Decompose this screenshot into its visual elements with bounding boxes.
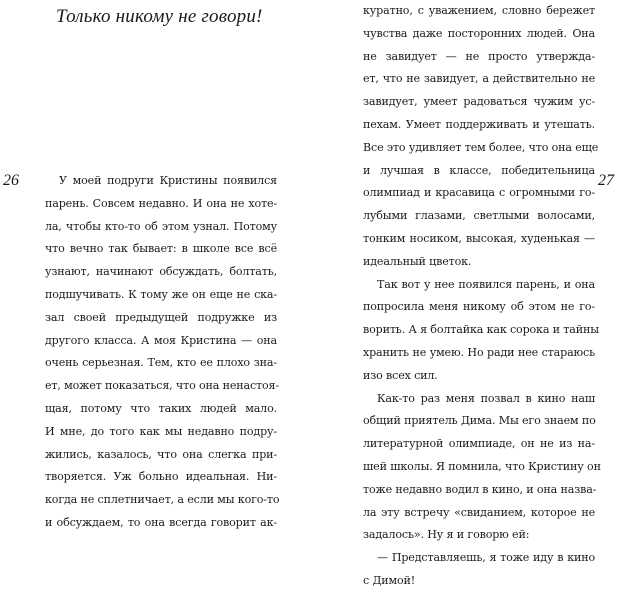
text-line: хранить не умею. Но ради нее стараюсь (363, 345, 595, 359)
text-line: литературной олимпиаде, он не из на- (363, 437, 595, 451)
text-line: И мне, до того как мы недавно подру- (45, 424, 277, 438)
text-line: — Представляешь, я тоже иду в кино (377, 551, 595, 565)
text-line: что вечно так бывает: в школе все всё (45, 242, 277, 256)
text-line: подшучивать. К тому же он еще не ска- (45, 287, 277, 301)
text-line: ворить. А я болтайка как сорока и тайны (363, 323, 599, 337)
left-page-text (45, 170, 280, 535)
text-line: парень. Совсем недавно. И она не хоте- (45, 196, 277, 210)
text-line: лубыми глазами, светлыми волосами, (363, 209, 595, 223)
text-line: идеальный цветок. (363, 254, 472, 268)
text-line: пехам. Умеет поддерживать и утешать. (363, 117, 595, 131)
text-line: ет, что не завидует, а действительно не (363, 72, 595, 86)
text-line: ла эту встречу «свиданием, которое не (363, 505, 595, 519)
text-line: с Димой! (363, 573, 416, 587)
right-page-text (363, 0, 601, 593)
text-line: изо всех сил. (363, 368, 438, 382)
text-line: тоже недавно водил в кино, и она назва- (363, 482, 597, 496)
text-line: другого класса. А моя Кристина — она (45, 333, 277, 347)
text-line: и лучшая в классе, победительница (363, 163, 595, 177)
text-line: Все это удивляет тем более, что она еще (363, 140, 599, 154)
text-line: творяется. Уж больно идеальная. Ни- (45, 470, 277, 484)
text-line: олимпиад и красавица с огромными го- (363, 186, 595, 200)
text-line: тонким носиком, высокая, худенькая — (363, 231, 595, 245)
text-line: шей школы. Я помнила, что Кристину он (363, 459, 601, 473)
text-line: зал своей предыдущей подружке из (45, 310, 277, 324)
text-line: завидует, умеет радоваться чужим ус- (363, 95, 595, 109)
text-line: общий приятель Дима. Мы его знаем по (363, 414, 596, 428)
text-line: Так вот у нее появился парень, и она (377, 277, 595, 291)
text-line: не завидует — не просто утвержда- (363, 49, 595, 63)
text-line: куратно, с уважением, словно бережет (363, 4, 595, 17)
text-line: Как-то раз меня позвал в кино наш (377, 391, 595, 405)
text-line: задалось». Ну я и говорю ей: (363, 528, 530, 542)
right-page (313, 0, 626, 587)
text-line: чувства даже посторонних людей. Она (363, 26, 595, 40)
text-line: ет, может показаться, что она ненастоя- (45, 379, 280, 393)
chapter-title: Только никому не говори! (56, 6, 263, 27)
text-line: ла, чтобы кто-то об этом узнал. Потому (45, 219, 277, 233)
text-line: попросила меня никому об этом не го- (363, 300, 595, 314)
text-line: жились, казалось, что она слегка при- (45, 447, 277, 461)
text-line: и обсуждаем, то она всегда говорит ак- (45, 515, 277, 529)
page-number-left: 26 (3, 172, 19, 189)
text-line: У моей подруги Кристины появился (59, 174, 277, 187)
text-line: узнают, начинают обсуждать, болтать, (45, 265, 277, 279)
text-line: щая, потому что таких людей мало. (45, 401, 277, 415)
page-number-right: 27 (598, 172, 614, 189)
text-line: очень серьезная. Тем, кто ее плохо зна- (45, 356, 277, 370)
text-line: когда не сплетничает, а если мы кого-то (45, 493, 280, 507)
left-page (0, 0, 313, 529)
